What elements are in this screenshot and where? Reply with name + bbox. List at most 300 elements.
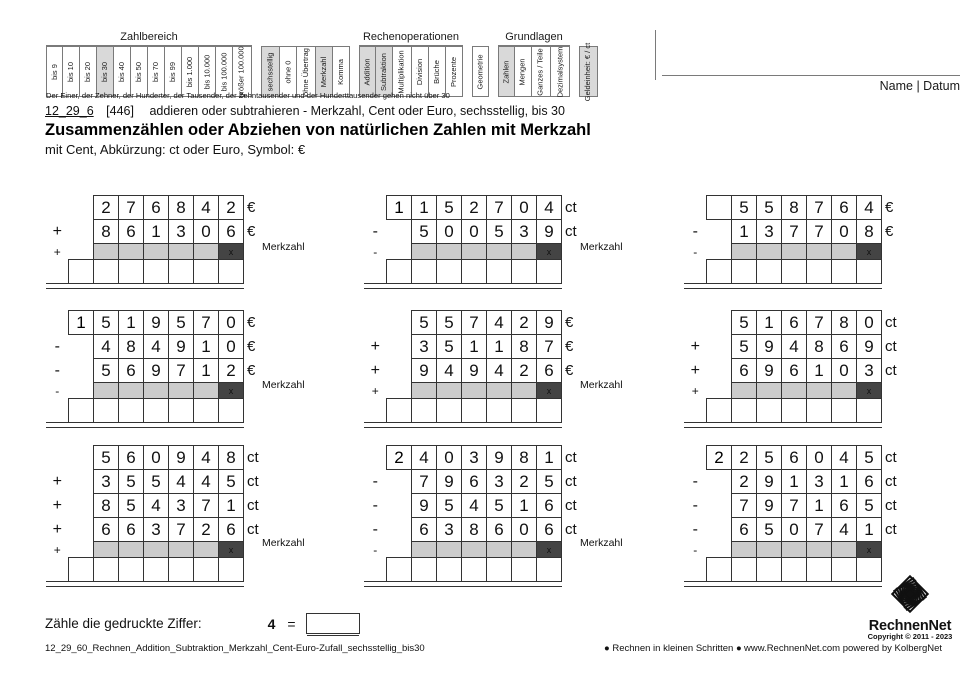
carry-input-cell[interactable]: [437, 542, 462, 558]
carry-input-cell[interactable]: [512, 383, 537, 399]
unit-label: ct: [247, 449, 259, 466]
carry-input-cell[interactable]: [169, 244, 194, 260]
carry-input-cell[interactable]: [757, 244, 782, 260]
double-underline-segment: [512, 284, 537, 289]
carry-input-cell[interactable]: [119, 383, 144, 399]
carry-input-cell[interactable]: [782, 383, 807, 399]
carry-input-cell[interactable]: [94, 383, 119, 399]
carry-input-cell[interactable]: [437, 383, 462, 399]
digit-cell: 5: [732, 311, 757, 335]
operand-row: [364, 196, 578, 220]
result-input-cell[interactable]: [119, 260, 144, 284]
digit-cell: 2: [94, 196, 119, 220]
result-input-cell[interactable]: [537, 399, 562, 423]
result-input-cell[interactable]: [707, 399, 732, 423]
carry-input-cell[interactable]: [512, 542, 537, 558]
carry-input-cell[interactable]: [412, 244, 437, 260]
carry-marker-cell: x: [537, 542, 562, 558]
carry-operator-cell: -: [55, 383, 60, 398]
double-underline-segment: [462, 423, 487, 428]
carry-input-cell[interactable]: [757, 542, 782, 558]
result-input-cell[interactable]: [119, 399, 144, 423]
logo-copyright: Copyright © 2011 - 2023: [867, 632, 953, 641]
digit-cell: 5: [487, 494, 512, 518]
leading-empty-cell: [707, 494, 732, 518]
result-input-cell[interactable]: [437, 558, 462, 582]
digit-cell: 1: [857, 518, 882, 542]
digit-cell: 9: [462, 359, 487, 383]
category-cell-label: größer 100.000: [237, 45, 247, 98]
carry-input-cell[interactable]: [782, 244, 807, 260]
count-digit-task: [45, 613, 360, 634]
result-input-cell[interactable]: [462, 260, 487, 284]
result-input-cell[interactable]: [512, 260, 537, 284]
digit-cell: 6: [537, 494, 562, 518]
digit-cell: 0: [832, 359, 857, 383]
leading-empty-cell: [69, 335, 94, 359]
carry-input-cell[interactable]: [832, 542, 857, 558]
operator-cell: [364, 196, 387, 220]
digit-cell: 5: [757, 196, 782, 220]
result-input-cell[interactable]: [119, 558, 144, 582]
digit-cell: 4: [832, 446, 857, 470]
carry-row: [364, 244, 578, 260]
operator-cell: [364, 446, 387, 470]
double-underline-segment: [732, 582, 757, 587]
result-row-spacer: [882, 399, 898, 423]
result-input-cell[interactable]: [387, 260, 412, 284]
operand-row: [364, 518, 578, 542]
carry-input-cell[interactable]: [144, 542, 169, 558]
double-underline-segment: [757, 423, 782, 428]
category-cell-label: ohne 0: [283, 60, 293, 83]
operator-cell: [684, 311, 707, 335]
digit-cell: 7: [194, 494, 219, 518]
operator-cell: +: [690, 337, 700, 355]
digit-cell: 1: [782, 470, 807, 494]
double-underline-spacer: [882, 284, 895, 289]
result-input-cell[interactable]: [69, 260, 94, 284]
operator-cell: -: [692, 520, 698, 538]
result-input-cell[interactable]: [412, 260, 437, 284]
digit-cell: 2: [462, 196, 487, 220]
double-underline-segment: [707, 284, 732, 289]
category-cell-label: bis 20: [83, 61, 93, 82]
result-input-cell[interactable]: [832, 558, 857, 582]
result-input-cell[interactable]: [857, 260, 882, 284]
carry-input-cell[interactable]: [462, 383, 487, 399]
unit-label: ct: [247, 473, 259, 490]
carry-input-cell[interactable]: [169, 542, 194, 558]
carry-lead-spacer: [387, 244, 412, 260]
operand-row: [46, 220, 256, 244]
digit-cell: 8: [807, 335, 832, 359]
carry-input-cell[interactable]: [194, 383, 219, 399]
operator-cell: -: [54, 361, 60, 379]
exercise-table: [46, 195, 256, 289]
carry-input-cell[interactable]: [807, 244, 832, 260]
carry-input-cell[interactable]: [94, 244, 119, 260]
carry-row-spacer: [244, 244, 257, 260]
digit-cell: 5: [412, 311, 437, 335]
result-input-cell[interactable]: [487, 260, 512, 284]
leading-empty-cell: [69, 494, 94, 518]
result-input-cell[interactable]: [462, 558, 487, 582]
operator-cell: -: [692, 222, 698, 240]
carry-operator-cell: -: [373, 542, 378, 557]
carry-input-cell[interactable]: [832, 244, 857, 260]
leading-empty-cell: [69, 359, 94, 383]
digit-cell: 2: [512, 359, 537, 383]
carry-input-cell[interactable]: [732, 383, 757, 399]
digit-cell: 5: [757, 518, 782, 542]
carry-input-cell[interactable]: [462, 244, 487, 260]
operator-cell: [46, 446, 69, 470]
result-input-cell[interactable]: [144, 558, 169, 582]
result-input-cell[interactable]: [707, 558, 732, 582]
digit-cell: 1: [512, 494, 537, 518]
carry-input-cell[interactable]: [487, 542, 512, 558]
carry-operator-cell: -: [693, 542, 698, 557]
leading-empty-cell: [707, 311, 732, 335]
digit-cell: 9: [487, 446, 512, 470]
result-input-cell[interactable]: [387, 399, 412, 423]
result-input-cell[interactable]: [732, 558, 757, 582]
digit-cell: 9: [757, 359, 782, 383]
double-underline-row: [684, 582, 898, 587]
category-cell-label: bis 30: [100, 61, 110, 82]
double-underline-segment: [487, 423, 512, 428]
category-cell-label: Prozente: [449, 56, 458, 87]
category-cell-label: Dezimalsystem: [555, 46, 564, 97]
result-input-cell[interactable]: [782, 558, 807, 582]
operator-cell: +: [690, 361, 700, 379]
carry-input-cell[interactable]: [807, 542, 832, 558]
double-underline-segment: [364, 423, 387, 428]
double-underline-segment: [94, 423, 119, 428]
double-underline-segment: [462, 582, 487, 587]
exercise-table: [684, 445, 898, 587]
carry-input-cell[interactable]: [412, 542, 437, 558]
carry-input-cell[interactable]: [732, 542, 757, 558]
digit-cell: 5: [144, 470, 169, 494]
operator-cell: +: [52, 496, 62, 514]
result-input-cell[interactable]: [412, 558, 437, 582]
carry-row-spacer: [244, 383, 257, 399]
digit-cell: 7: [782, 220, 807, 244]
count-task-answer-box[interactable]: [306, 613, 360, 634]
carry-lead-spacer: [707, 244, 732, 260]
digit-cell: 6: [832, 196, 857, 220]
operand-row: [684, 311, 898, 335]
category-group-title: Zahlbereich: [46, 30, 252, 46]
result-input-cell[interactable]: [144, 399, 169, 423]
result-operator-spacer: [684, 399, 707, 423]
merkzahl-label: Merkzahl: [580, 537, 623, 549]
digit-cell: 9: [412, 494, 437, 518]
carry-input-cell[interactable]: [437, 244, 462, 260]
carry-operator-cell: +: [691, 383, 699, 398]
result-input-cell[interactable]: [387, 558, 412, 582]
digit-cell: 6: [832, 335, 857, 359]
exercise-5: [364, 310, 574, 428]
leading-empty-cell: [387, 518, 412, 542]
result-input-cell[interactable]: [437, 399, 462, 423]
digit-cell: 1: [144, 220, 169, 244]
digit-cell: 7: [169, 359, 194, 383]
carry-marker-cell: x: [857, 244, 882, 260]
carry-row-spacer: [882, 383, 898, 399]
result-input-cell[interactable]: [732, 399, 757, 423]
carry-row: [684, 542, 898, 558]
digit-cell: 2: [219, 196, 244, 220]
digit-cell: 4: [437, 359, 462, 383]
leading-digit-cell: 2: [387, 446, 412, 470]
double-underline-segment: [782, 284, 807, 289]
digit-cell: 6: [119, 446, 144, 470]
carry-input-cell[interactable]: [144, 244, 169, 260]
carry-lead-spacer: [387, 383, 412, 399]
double-underline-segment: [537, 582, 562, 587]
result-input-cell[interactable]: [94, 558, 119, 582]
digit-cell: 7: [194, 311, 219, 335]
carry-input-cell[interactable]: [119, 542, 144, 558]
digit-cell: 3: [437, 518, 462, 542]
result-input-cell[interactable]: [144, 260, 169, 284]
carry-input-cell[interactable]: [807, 383, 832, 399]
result-input-cell[interactable]: [219, 399, 244, 423]
result-input-cell[interactable]: [94, 399, 119, 423]
digit-cell: 8: [462, 518, 487, 542]
digit-cell: 6: [219, 220, 244, 244]
carry-input-cell[interactable]: [94, 542, 119, 558]
double-underline-segment: [707, 582, 732, 587]
digit-cell: 9: [757, 335, 782, 359]
exercise-3: [684, 195, 894, 289]
carry-lead-spacer: [69, 383, 94, 399]
double-underline-segment: [757, 582, 782, 587]
digit-cell: 5: [412, 220, 437, 244]
result-input-cell[interactable]: [537, 260, 562, 284]
double-underline-segment: [119, 423, 144, 428]
unit-label: €: [247, 362, 256, 379]
count-task-label: Zähle die gedruckte Ziffer:: [45, 616, 202, 631]
result-input-cell[interactable]: [512, 399, 537, 423]
digit-cell: 4: [832, 518, 857, 542]
result-input-cell[interactable]: [832, 260, 857, 284]
result-operator-spacer: [46, 260, 69, 284]
count-task-equals: =: [287, 615, 296, 632]
carry-row-spacer: [562, 542, 578, 558]
exercise-table: [364, 445, 578, 587]
unit-label: €: [885, 223, 894, 240]
double-underline-segment: [832, 582, 857, 587]
result-input-cell[interactable]: [732, 260, 757, 284]
carry-input-cell[interactable]: [144, 383, 169, 399]
digit-cell: 8: [782, 196, 807, 220]
result-input-cell[interactable]: [194, 260, 219, 284]
result-input-cell[interactable]: [782, 399, 807, 423]
double-underline-segment: [412, 284, 437, 289]
merkzahl-label: Merkzahl: [580, 241, 623, 253]
leading-digit-cell: 2: [707, 446, 732, 470]
unit-label: €: [247, 223, 256, 240]
result-input-cell[interactable]: [757, 558, 782, 582]
digit-cell: 4: [194, 470, 219, 494]
operand-row: [46, 446, 260, 470]
carry-lead-spacer: [707, 383, 732, 399]
carry-marker-cell: x: [857, 542, 882, 558]
carry-input-cell[interactable]: [487, 244, 512, 260]
result-input-cell[interactable]: [437, 260, 462, 284]
digit-cell: 9: [412, 359, 437, 383]
double-underline-segment: [437, 284, 462, 289]
result-input-cell[interactable]: [194, 399, 219, 423]
digit-cell: 0: [782, 518, 807, 542]
result-input-cell[interactable]: [69, 558, 94, 582]
carry-marker-cell: x: [219, 244, 244, 260]
digit-cell: 1: [412, 196, 437, 220]
digit-cell: 0: [219, 335, 244, 359]
double-underline-segment: [462, 284, 487, 289]
digit-cell: 6: [782, 359, 807, 383]
digit-cell: 8: [94, 220, 119, 244]
carry-input-cell[interactable]: [194, 542, 219, 558]
name-datum-label: Name | Datum: [879, 79, 960, 93]
result-input-cell[interactable]: [707, 260, 732, 284]
digit-cell: 0: [194, 220, 219, 244]
exercise-2: [364, 195, 578, 289]
operator-cell: -: [692, 472, 698, 490]
digit-cell: 4: [94, 335, 119, 359]
result-input-cell[interactable]: [94, 260, 119, 284]
digit-cell: 5: [487, 220, 512, 244]
carry-input-cell[interactable]: [169, 383, 194, 399]
category-cell-label: Geometrie: [475, 53, 485, 90]
operand-row: [46, 494, 260, 518]
carry-input-cell[interactable]: [412, 383, 437, 399]
category-cell-label: Komma: [336, 58, 345, 85]
double-underline-segment: [387, 423, 412, 428]
digit-cell: 6: [144, 196, 169, 220]
digit-cell: 7: [807, 220, 832, 244]
result-input-cell[interactable]: [169, 558, 194, 582]
result-input-cell[interactable]: [512, 558, 537, 582]
digit-cell: 6: [732, 359, 757, 383]
result-input-cell[interactable]: [194, 558, 219, 582]
result-input-cell[interactable]: [219, 260, 244, 284]
result-row: [684, 558, 898, 582]
digit-cell: 4: [144, 494, 169, 518]
carry-operator-cell: -: [373, 244, 378, 259]
unit-label: €: [565, 314, 574, 331]
result-input-cell[interactable]: [807, 399, 832, 423]
result-input-cell[interactable]: [169, 399, 194, 423]
digit-cell: 9: [144, 311, 169, 335]
digit-cell: 6: [537, 359, 562, 383]
carry-input-cell[interactable]: [487, 383, 512, 399]
leading-digit-cell: [707, 196, 732, 220]
digit-cell: 2: [512, 470, 537, 494]
result-input-cell[interactable]: [462, 399, 487, 423]
unit-label: ct: [885, 362, 897, 379]
digit-cell: 6: [219, 518, 244, 542]
digit-cell: 3: [169, 494, 194, 518]
leading-empty-cell: [387, 220, 412, 244]
carry-input-cell[interactable]: [832, 383, 857, 399]
digit-cell: 9: [437, 470, 462, 494]
result-input-cell[interactable]: [412, 399, 437, 423]
digit-cell: 4: [487, 311, 512, 335]
carry-input-cell[interactable]: [462, 542, 487, 558]
result-input-cell[interactable]: [807, 260, 832, 284]
digit-cell: 6: [119, 518, 144, 542]
digit-cell: 1: [487, 335, 512, 359]
result-input-cell[interactable]: [757, 260, 782, 284]
digit-cell: 7: [782, 494, 807, 518]
exercise-table: [46, 445, 260, 587]
result-input-cell[interactable]: [782, 260, 807, 284]
unit-label: €: [247, 199, 256, 216]
operand-row: [364, 494, 578, 518]
result-input-cell[interactable]: [807, 558, 832, 582]
double-underline-segment: [194, 284, 219, 289]
digit-cell: 6: [857, 470, 882, 494]
carry-input-cell[interactable]: [194, 244, 219, 260]
carry-input-cell[interactable]: [119, 244, 144, 260]
result-input-cell[interactable]: [169, 260, 194, 284]
double-underline-segment: [512, 582, 537, 587]
carry-input-cell[interactable]: [757, 383, 782, 399]
result-input-cell[interactable]: [857, 399, 882, 423]
page-title: Zusammenzählen oder Abziehen von natürlichen Zahlen mit Merkzahl: [45, 121, 591, 139]
carry-marker-cell: x: [219, 542, 244, 558]
operand-row: [684, 359, 898, 383]
leading-empty-cell: [707, 470, 732, 494]
operand-row: [364, 470, 578, 494]
leading-empty-cell: [707, 335, 732, 359]
digit-cell: 5: [857, 446, 882, 470]
double-underline-spacer: [244, 582, 260, 587]
double-underline-spacer: [562, 284, 578, 289]
digit-cell: 3: [757, 220, 782, 244]
carry-input-cell[interactable]: [782, 542, 807, 558]
digit-cell: 5: [94, 359, 119, 383]
leading-empty-cell: [387, 335, 412, 359]
result-input-cell[interactable]: [487, 399, 512, 423]
digit-cell: 6: [94, 518, 119, 542]
result-row-spacer: [562, 399, 575, 423]
result-input-cell[interactable]: [219, 558, 244, 582]
digit-cell: 7: [732, 494, 757, 518]
digit-cell: 1: [807, 494, 832, 518]
digit-cell: 7: [412, 470, 437, 494]
result-input-cell[interactable]: [757, 399, 782, 423]
double-underline-spacer: [244, 423, 257, 428]
result-input-cell[interactable]: [537, 558, 562, 582]
result-input-cell[interactable]: [832, 399, 857, 423]
operand-row: [364, 311, 574, 335]
result-input-cell[interactable]: [69, 399, 94, 423]
digit-cell: 0: [512, 518, 537, 542]
digit-cell: 7: [462, 311, 487, 335]
operand-row: [684, 518, 898, 542]
leading-empty-cell: [387, 470, 412, 494]
result-input-cell[interactable]: [487, 558, 512, 582]
carry-input-cell[interactable]: [732, 244, 757, 260]
operand-row: [684, 335, 898, 359]
carry-input-cell[interactable]: [512, 244, 537, 260]
